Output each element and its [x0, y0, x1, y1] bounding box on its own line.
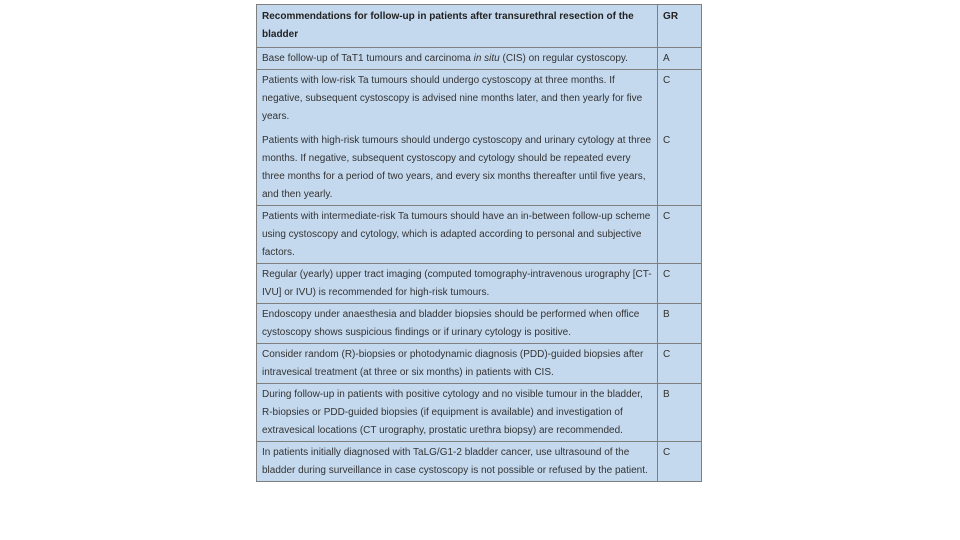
recommendation-text: Base follow-up of TaT1 tumours and carcinoma — [262, 53, 474, 64]
table-row — [257, 304, 702, 344]
recommendation-cell — [257, 70, 658, 206]
table-row — [257, 344, 702, 384]
recommendation-cell: Patients with intermediate-risk Ta tumours should have an in-between follow-up scheme using cystoscopy and cytology, which is adapted according to personal and subjective factors. — [257, 206, 658, 264]
grade-cell: C — [658, 206, 702, 264]
grade-cell: C — [658, 442, 702, 482]
table-row — [257, 206, 702, 264]
grade-cell: B — [658, 304, 702, 344]
header-grade: GR — [658, 5, 702, 48]
table-row — [257, 48, 702, 70]
table-row — [257, 384, 702, 442]
recommendations-table — [256, 4, 702, 482]
grade-cell: C — [658, 264, 702, 304]
recommendation-cell: Consider random (R)-biopsies or photodynamic diagnosis (PDD)-guided biopsies after intravesical treatment (at three or six months) in patients with CIS. — [257, 344, 658, 384]
grade-cell: C — [658, 344, 702, 384]
grade-cell — [658, 70, 702, 206]
recommendation-italic-text: in situ — [473, 53, 500, 64]
grade-value: C — [663, 135, 671, 146]
table-header-row — [257, 5, 702, 48]
recommendation-cell: Endoscopy under anaesthesia and bladder biopsies should be performed when office cystoscopy shows suspicious findings or if urinary cytology is positive. — [257, 304, 658, 344]
recommendation-cell: Regular (yearly) upper tract imaging (computed tomography-intravenous urography [CT-IVU] or IVU) is recommended for high-risk tumours. — [257, 264, 658, 304]
recommendation-cell: In patients initially diagnosed with TaLG/G1-2 bladder cancer, use ultrasound of the bladder during surveillance in case cystoscopy is not possible or refused by the patient. — [257, 442, 658, 482]
table-row — [257, 442, 702, 482]
table-row — [257, 264, 702, 304]
grade-cell: A — [658, 48, 702, 70]
recommendation-cell: During follow-up in patients with positive cytology and no visible tumour in the bladder, R-biopsies or PDD-guided biopsies (if equipment is available) and investigation of extravesical locations (CT urography, prostatic urethra biopsy) are recommended. — [257, 384, 658, 442]
grade-cell: B — [658, 384, 702, 442]
grade-spacer — [663, 90, 696, 132]
recommendation-paragraph: Patients with high-risk tumours should undergo cystoscopy and urinary cytology at three months. If negative, subsequent cystoscopy and cytology should be repeated every three months for a period of two years, and every six months thereafter until five years, and then yearly. — [262, 135, 652, 200]
table-row — [257, 70, 702, 206]
grade-value: C — [663, 75, 671, 86]
recommendation-cell — [257, 48, 658, 70]
header-recommendation: Recommendations for follow-up in patients after transurethral resection of the bladder — [257, 5, 658, 48]
recommendation-paragraph: Patients with low-risk Ta tumours should undergo cystoscopy at three months. If negative, subsequent cystoscopy is advised nine months later, and then yearly for five years. — [262, 75, 643, 122]
recommendation-text: (CIS) on regular cystoscopy. — [499, 53, 628, 64]
